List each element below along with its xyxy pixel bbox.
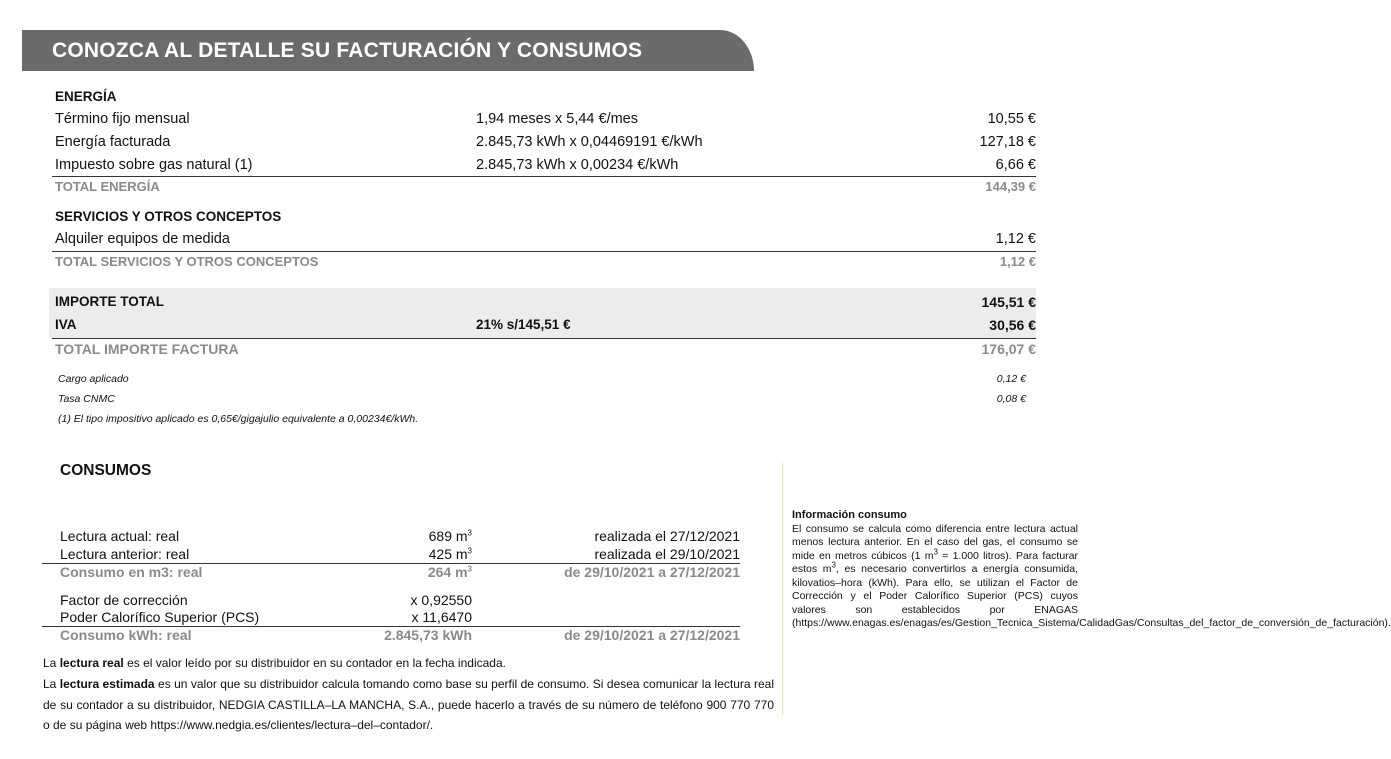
consumo-kwh-period: de 29/10/2021 a 27/12/2021 <box>564 627 740 643</box>
lectura-anterior-row <box>60 546 740 563</box>
servicios-heading-row <box>52 206 1036 228</box>
bold-term: lectura estimada <box>59 677 155 691</box>
factor-row <box>60 592 740 609</box>
consumo-m3-label: Consumo en m3: real <box>60 564 203 580</box>
consumo-kwh-value: 2.845,73 kWh <box>384 627 472 643</box>
importe-total-row <box>52 291 1036 313</box>
consumo-m3-row <box>60 564 740 581</box>
page-title: CONOZCA AL DETALLE SU FACTURACIÓN Y CONSUMOS <box>52 39 643 62</box>
info-consumo-panel <box>792 509 1391 631</box>
lectura-anterior-label: Lectura anterior: real <box>60 546 190 562</box>
factor-label: Factor de corrección <box>60 592 188 608</box>
superscript: 3 <box>467 528 472 538</box>
explanation-real <box>43 653 774 674</box>
cargo-label: Cargo aplicado <box>58 373 129 385</box>
superscript: 3 <box>467 546 472 556</box>
lectura-anterior-value: 425 m <box>428 546 468 562</box>
table-row <box>52 154 1036 176</box>
consumo-kwh-row <box>60 627 740 644</box>
iva-row <box>52 314 1036 336</box>
table-row <box>52 131 1036 153</box>
text: es un valor que su distribuidor calcula tomando como base su perfil de consumo. Si desea comunicar la lectura real de su contador a su distribuidor, NEDGIA CASTILLA–LA MANCHA, S.A., puede hacerlo a través de su número de teléfono 900 770 770 o de su página web https://www.nedgia.es/clientes/lectura–del–contador/. <box>43 677 775 732</box>
text: = 1.000 litros). Para facturar estos m <box>792 549 1078 575</box>
total-energia-label: TOTAL ENERGÍA <box>55 179 160 194</box>
consumo-m3-value: 264 m <box>427 564 468 580</box>
total-servicios-value: 1,12 € <box>999 254 1036 269</box>
superscript: 3 <box>831 560 836 570</box>
text: La <box>43 677 60 691</box>
total-factura-value: 176,07 € <box>981 341 1036 357</box>
pcs-row <box>60 609 740 626</box>
iva-value: 30,56 € <box>989 317 1036 333</box>
superscript: 3 <box>933 547 938 556</box>
info-text <box>792 522 1391 631</box>
energia-heading: ENERGÍA <box>55 89 117 104</box>
row-importe: 1,12 € <box>995 231 1036 247</box>
row-importe: 10,55 € <box>987 111 1036 127</box>
footnote: (1) El tipo impositivo aplicado es 0,65€/gigajulio equivalente a 0,00234€/kWh. <box>58 413 419 425</box>
table-row <box>52 228 1036 250</box>
iva-label: IVA <box>55 317 77 332</box>
superscript: 3 <box>467 564 472 574</box>
lectura-actual-label: Lectura actual: real <box>60 528 180 544</box>
pcs-label: Poder Calorífico Superior (PCS) <box>60 609 260 625</box>
total-servicios-row <box>52 251 1036 273</box>
info-title: Información consumo <box>792 509 907 521</box>
row-concepto: Término fijo mensual <box>55 111 190 127</box>
total-energia-row <box>52 176 1036 198</box>
iva-calc: 21% s/145,51 € <box>476 317 571 332</box>
section-banner <box>22 30 754 71</box>
pcs-value: x 11,6470 <box>411 609 472 625</box>
energia-heading-row <box>52 86 1036 108</box>
servicios-heading: SERVICIOS Y OTROS CONCEPTOS <box>55 209 282 224</box>
total-factura-label: TOTAL IMPORTE FACTURA <box>55 341 239 357</box>
text: es el valor leído por su distribuidor en su contador en la fecha indicada. <box>123 656 506 670</box>
total-energia-value: 144,39 € <box>985 179 1036 194</box>
text: La <box>43 656 60 670</box>
lectura-actual-value: 689 m <box>428 528 468 544</box>
info-divider <box>782 463 783 715</box>
bold-term: lectura real <box>59 656 124 670</box>
row-calculo: 2.845,73 kWh x 0,00234 €/kWh <box>476 157 679 173</box>
row-concepto: Alquiler equipos de medida <box>55 231 230 247</box>
row-calculo: 1,94 meses x 5,44 €/mes <box>476 111 638 127</box>
cargo-value: 0,12 € <box>996 373 1026 385</box>
row-calculo: 2.845,73 kWh x 0,04469191 €/kWh <box>476 134 703 150</box>
consumo-kwh-label: Consumo kWh: real <box>60 627 192 643</box>
lectura-actual-date: realizada el 27/12/2021 <box>594 528 740 544</box>
lectura-anterior-date: realizada el 29/10/2021 <box>594 546 740 562</box>
importe-total-label: IMPORTE TOTAL <box>55 294 164 309</box>
total-factura-row <box>52 338 1036 360</box>
lectura-actual-row <box>60 528 740 545</box>
explanation-estimada <box>43 674 774 736</box>
consumo-m3-period: de 29/10/2021 a 27/12/2021 <box>564 564 740 580</box>
total-servicios-label: TOTAL SERVICIOS Y OTROS CONCEPTOS <box>55 254 319 269</box>
text: , es necesario convertirlos a energía consumida, kilovatios–hora (kWh). Para ello, se utilizan el Factor de Corrección y el Poder Calorífico Superior (PCS) cuyos valores son establecidos por ENAGAS (https://www.enagas.es/enagas/es/Gestion_Tecnica_Sistema/CalidadGas/Consultas_del_factor_de_conversión_de_facturación). <box>792 563 1391 629</box>
importe-total-value: 145,51 € <box>981 294 1036 310</box>
text: El consumo se calcula como diferencia entre lectura actual menos lectura anterior. En el caso del gas, el consumo se mide en metros cúbicos (1 m <box>792 522 1078 562</box>
tasa-label: Tasa CNMC <box>58 393 115 405</box>
row-concepto: Energía facturada <box>55 134 171 150</box>
table-row <box>52 108 1036 130</box>
factor-value: x 0,92550 <box>410 592 472 608</box>
row-importe: 127,18 € <box>979 134 1036 150</box>
tasa-value: 0,08 € <box>996 393 1026 405</box>
consumos-title: CONSUMOS <box>60 462 152 479</box>
row-concepto: Impuesto sobre gas natural (1) <box>55 157 253 173</box>
row-importe: 6,66 € <box>995 157 1036 173</box>
